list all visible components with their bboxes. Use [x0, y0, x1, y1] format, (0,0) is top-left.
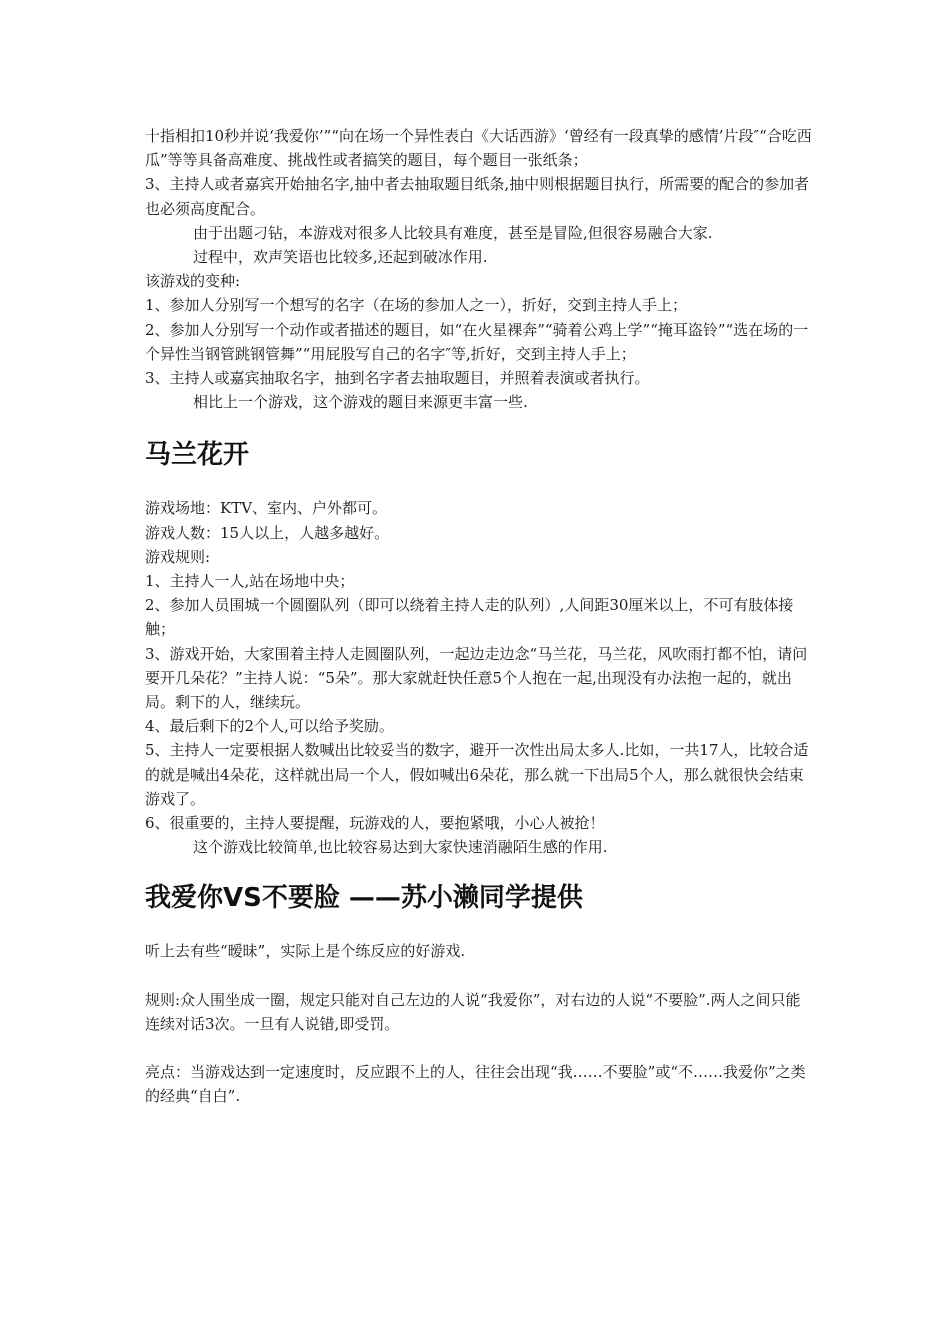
paragraph-variant-1: 1、参加人分别写一个想写的名字（在场的参加人之一），折好，交到主持人手上；: [145, 296, 688, 315]
paragraph-malan-summary: 这个游戏比较简单,也比较容易达到大家快速消融陌生感的作用.: [193, 838, 608, 857]
paragraph-variant-2: 2、参加人分别写一个动作或者描述的题目，如“在火星裸奔”“骑着公鸡上学”“掩耳盗铃”“选在场的一个异性当钢管跳钢管舞”“用屁股写自己的名字″等,折好，交到主持人手上；: [145, 320, 809, 363]
paragraph-topics: 十指相扣10秒并说‘我爱你’”“向在场一个异性表白《大话西游》‘曾经有一段真挚的感情’片段″“合吃西瓜”等等具备高难度、挑战性或者搞笑的题目，每个题目一张纸条；: [145, 127, 812, 170]
paragraph-woaini-highlight: 亮点：当游戏达到一定速度时，反应跟不上的人，往往会出现“我……不要脸”或“不……我爱你”之类的经典“自白”.: [145, 1063, 806, 1106]
heading-woaini: 我爱你VS不要脸 ——苏小濑同学提供: [145, 883, 583, 914]
paragraph-rule-2: 2、参加人员围城一个圆圈队列（即可以绕着主持人走的队列）,人间距30厘米以上，不可有肢体接触；: [145, 596, 794, 639]
paragraph-variant-3: 3、主持人或嘉宾抽取名字，抽到名字者去抽取题目，并照着表演或者执行。: [145, 369, 650, 388]
paragraph-icebreak: 过程中，欢声笑语也比较多,还起到破冰作用.: [193, 248, 488, 267]
paragraph-rule-3: 3、游戏开始，大家围着主持人走圆圈队列，一起边走边念“马兰花，马兰花，风吹雨打都不怕，请问要开几朵花？”主持人说：“5朵”。那大家就赶快任意5个人抱在一起,出现没有办法抱一起的，就出局。剩下的人，继续玩。: [145, 644, 808, 712]
paragraph-players: 游戏人数：15人以上，人越多越好。: [145, 523, 390, 542]
paragraph-rules-heading: 游戏规则:: [145, 547, 211, 566]
paragraph-variant-heading: 该游戏的变种:: [145, 272, 241, 291]
paragraph-rule-4: 4、最后剩下的2个人,可以给予奖励。: [145, 717, 394, 736]
paragraph-woaini-rules: 规则:众人围坐成一圈，规定只能对自己左边的人说“我爱你”，对右边的人说“不要脸”.两人之间只能连续对话3次。一旦有人说错,即受罚。: [145, 990, 801, 1033]
paragraph-difficulty: 由于出题刁钻，本游戏对很多人比较具有难度，甚至是冒险,但很容易融合大家.: [193, 223, 713, 242]
heading-malan: 马兰花开: [145, 440, 250, 471]
paragraph-rule-6: 6、很重要的，主持人要提醒，玩游戏的人，要抱紧哦，小心人被抢！: [145, 814, 605, 833]
document-page: [145, 124, 813, 1109]
paragraph-rule-1: 1、主持人一人,站在场地中央；: [145, 572, 355, 591]
paragraph-rule-5: 5、主持人一定要根据人数喊出比较妥当的数字，避开一次性出局太多人.比如，一共17人，比较合适的就是喊出4朵花，这样就出局一个人，假如喊出6朵花，那么就一下出局5个人，那么就很快会结束游戏了。: [145, 741, 809, 808]
paragraph-variant-summary: 相比上一个游戏，这个游戏的题目来源更丰富一些.: [193, 393, 528, 412]
paragraph-venue: 游戏场地：KTV、室内、户外都可。: [145, 499, 388, 518]
paragraph-step-3: 3、主持人或者嘉宾开始抽名字,抽中者去抽取题目纸条,抽中则根据题目执行，所需要的配合的参加者也必须高度配合。: [145, 175, 810, 218]
paragraph-woaini-intro: 听上去有些“暧昧”，实际上是个练反应的好游戏.: [145, 942, 466, 961]
